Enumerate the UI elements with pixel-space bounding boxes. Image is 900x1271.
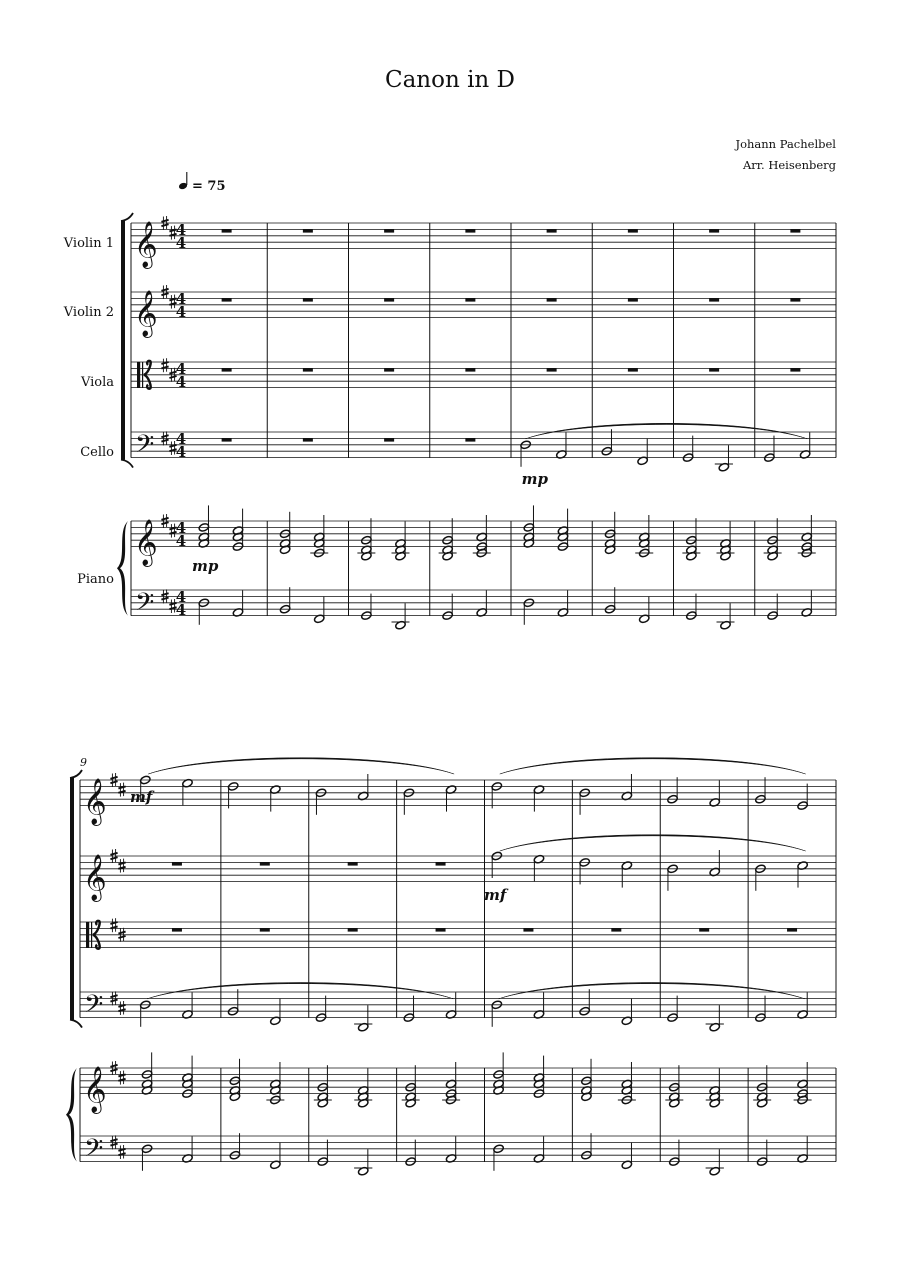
tempo-marking	[178, 172, 225, 194]
sharp-stroke	[161, 518, 168, 520]
staff-group-bracket	[70, 778, 74, 1020]
staff-lines	[80, 1068, 836, 1094]
piano-part	[192, 505, 816, 630]
sharp-stroke	[110, 857, 117, 859]
half-note	[270, 785, 282, 812]
half-note	[794, 1062, 812, 1105]
half-note	[520, 440, 532, 467]
slur	[500, 758, 806, 774]
half-note	[755, 996, 767, 1023]
staff-lines	[131, 362, 836, 388]
half-note	[621, 999, 633, 1026]
time-signature-denominator: 4	[175, 234, 187, 252]
staff-lines	[131, 223, 836, 249]
half-note	[403, 996, 415, 1023]
half-note	[667, 864, 679, 891]
half-note	[476, 590, 488, 617]
alto-clef-bar	[137, 362, 140, 388]
half-note	[669, 1140, 681, 1167]
system	[63, 213, 836, 630]
half-note	[198, 505, 210, 548]
sharp-stroke	[110, 1139, 117, 1141]
half-note	[270, 1143, 282, 1170]
staff-lines	[80, 780, 836, 806]
slur	[499, 982, 805, 998]
half-note	[279, 512, 291, 555]
half-note	[579, 858, 591, 885]
treble-clef-icon: 𝄞	[134, 221, 158, 268]
half-note	[797, 1136, 809, 1163]
half-note	[442, 1062, 460, 1105]
half-note	[581, 1133, 593, 1160]
bass-clef-icon: 𝄢	[135, 587, 155, 623]
whole-rest	[787, 928, 797, 931]
half-note	[315, 996, 327, 1023]
time-signature	[176, 221, 186, 252]
half-note	[445, 785, 457, 812]
treble-clef-icon: 𝄞	[83, 854, 107, 901]
instrument-name-viola: Viola	[80, 375, 114, 390]
bracket-end	[70, 1020, 82, 1028]
whole-rest	[699, 928, 709, 931]
sharp-stroke	[110, 1065, 117, 1067]
slur	[526, 423, 808, 439]
sharp-icon	[110, 918, 117, 932]
slur	[147, 982, 453, 998]
whole-rest	[222, 229, 232, 232]
time-signature-denominator: 4	[175, 443, 187, 461]
sharp-stroke	[110, 1069, 117, 1071]
half-note	[314, 1065, 332, 1108]
time-signature-denominator: 4	[175, 373, 187, 391]
whole-rest	[303, 438, 313, 441]
cello-line	[140, 982, 809, 1032]
bracket-end	[121, 460, 133, 468]
sharp-stroke	[118, 936, 125, 938]
half-note	[682, 518, 700, 561]
half-note	[621, 1143, 633, 1170]
dynamic-marking: mf	[484, 886, 507, 904]
bass-clef-icon: 𝄢	[84, 1133, 104, 1169]
half-note	[581, 1059, 593, 1102]
half-note	[709, 780, 721, 807]
half-note	[232, 509, 244, 552]
treble-clef-icon: 𝄞	[83, 1066, 107, 1113]
half-note	[140, 1000, 152, 1027]
score-title: Canon in D	[384, 67, 516, 93]
half-note	[279, 587, 291, 614]
half-note	[755, 864, 767, 891]
alto-clef-bar	[142, 362, 143, 388]
half-note	[717, 603, 735, 630]
sharp-stroke	[161, 224, 168, 226]
sharp-stroke	[110, 1144, 117, 1146]
sharp-icon	[118, 783, 125, 797]
half-note	[797, 992, 809, 1019]
sharp-stroke	[110, 777, 117, 779]
half-note	[442, 594, 454, 621]
half-note	[533, 854, 545, 881]
half-note	[604, 587, 616, 614]
whole-rest	[465, 229, 475, 232]
dynamic-marking: mp	[521, 470, 548, 488]
dynamic-marking: mf	[130, 788, 153, 806]
whole-rest	[628, 298, 638, 301]
time-signature-numerator: 4	[175, 360, 187, 379]
whole-rest	[384, 438, 394, 441]
half-note	[682, 436, 694, 463]
bracket-end	[121, 213, 133, 221]
alto-clef-curve	[144, 375, 151, 389]
half-note	[755, 777, 767, 804]
half-note	[523, 598, 535, 625]
half-note	[557, 509, 569, 552]
time-signature-numerator: 4	[175, 290, 187, 309]
staff-group-bracket	[121, 221, 125, 460]
half-note	[182, 992, 194, 1019]
whole-rest	[303, 298, 313, 301]
staff-lines	[80, 922, 836, 948]
sharp-stroke	[110, 1000, 117, 1002]
whole-rest	[465, 368, 475, 371]
half-note	[229, 1059, 241, 1102]
whole-rest	[222, 438, 232, 441]
treble-clef-icon: 𝄞	[134, 519, 158, 566]
whole-rest	[384, 298, 394, 301]
half-note	[315, 788, 327, 815]
sharp-icon	[161, 358, 168, 372]
sharp-stroke	[118, 932, 125, 934]
time-signature-denominator: 4	[175, 532, 187, 550]
half-note	[405, 1140, 417, 1167]
time-signature	[176, 430, 186, 461]
sharp-stroke	[161, 593, 168, 595]
half-note	[491, 1000, 503, 1027]
whole-rest	[436, 862, 446, 865]
instrument-name-violin2: Violin 2	[63, 305, 114, 320]
half-note	[715, 445, 733, 472]
half-note	[229, 1133, 241, 1160]
half-note	[798, 515, 816, 558]
half-note	[533, 1136, 545, 1163]
half-note	[604, 512, 616, 555]
half-note	[357, 774, 369, 801]
sharp-icon	[118, 859, 125, 873]
treble-clef-icon: 𝄞	[83, 778, 107, 825]
half-note	[556, 432, 568, 459]
whole-rest	[172, 928, 182, 931]
half-note	[182, 778, 194, 805]
whole-rest	[222, 298, 232, 301]
half-note	[310, 515, 328, 558]
half-note	[797, 784, 809, 811]
half-note	[227, 782, 239, 809]
whole-rest	[790, 298, 800, 301]
whole-rest	[384, 229, 394, 232]
instrument-name-cello: Cello	[80, 445, 114, 460]
half-note	[227, 989, 239, 1016]
slur	[148, 758, 454, 774]
half-note	[493, 1052, 505, 1095]
system	[66, 756, 836, 1176]
whole-rest	[547, 368, 557, 371]
composer-credit: Johann Pachelbel	[735, 137, 836, 151]
whole-rest	[303, 368, 313, 371]
time-signature-numerator: 4	[175, 519, 187, 538]
half-note	[491, 851, 503, 878]
whole-rest	[790, 229, 800, 232]
sharp-stroke	[161, 598, 168, 600]
time-signature	[176, 588, 186, 619]
sharp-icon	[118, 1071, 125, 1085]
half-note	[533, 992, 545, 1019]
whole-rest	[465, 438, 475, 441]
whole-rest	[547, 229, 557, 232]
sharp-stroke	[161, 293, 168, 295]
sharp-icon	[118, 1145, 125, 1159]
time-signature	[176, 519, 186, 550]
instrument-name-piano: Piano	[77, 572, 114, 587]
half-note	[621, 861, 633, 888]
half-note	[232, 590, 244, 617]
whole-rest	[348, 862, 358, 865]
half-note	[182, 1136, 194, 1163]
time-signature-numerator: 4	[175, 588, 187, 607]
half-note	[618, 1062, 636, 1105]
half-note	[579, 989, 591, 1016]
alto-clef-curve	[93, 921, 100, 935]
sharp-stroke	[161, 220, 168, 222]
half-note	[445, 1136, 457, 1163]
tempo-text: = 75	[192, 179, 226, 194]
half-note	[141, 1052, 153, 1095]
half-note	[601, 429, 613, 456]
alto-clef-curve	[144, 361, 151, 375]
half-note	[313, 597, 325, 624]
staff-lines	[131, 292, 836, 318]
half-note	[764, 436, 776, 463]
half-note	[141, 1144, 153, 1171]
time-signature-numerator: 4	[175, 430, 187, 449]
half-note	[317, 1140, 329, 1167]
whole-rest	[348, 928, 358, 931]
violin2-line	[172, 835, 808, 904]
half-note	[799, 432, 811, 459]
half-note	[491, 782, 503, 809]
whole-rest	[628, 368, 638, 371]
whole-rest	[260, 928, 270, 931]
half-note	[182, 1056, 194, 1099]
measure-number: 9	[80, 756, 87, 769]
whole-rest	[709, 298, 719, 301]
time-signature	[176, 360, 186, 391]
sharp-stroke	[110, 781, 117, 783]
half-note	[533, 785, 545, 812]
sharp-stroke	[161, 435, 168, 437]
music-notation	[63, 213, 836, 1176]
half-note	[445, 992, 457, 1019]
half-note	[706, 1149, 724, 1176]
whole-rest	[547, 298, 557, 301]
half-note	[709, 850, 721, 877]
time-signature-denominator: 4	[175, 303, 187, 321]
bass-clef-icon: 𝄢	[84, 989, 104, 1025]
alto-clef-curve	[93, 935, 100, 949]
whole-rest	[465, 298, 475, 301]
sharp-icon	[118, 1001, 125, 1015]
half-note	[706, 1005, 724, 1032]
treble-clef-icon: 𝄞	[134, 290, 158, 337]
time-signature	[176, 290, 186, 321]
half-note	[621, 774, 633, 801]
staff-lines	[131, 432, 836, 458]
bracket-end	[70, 770, 82, 778]
whole-rest	[260, 862, 270, 865]
whole-rest	[790, 368, 800, 371]
whole-rest	[523, 928, 533, 931]
slur	[500, 835, 806, 851]
half-note	[357, 518, 375, 561]
half-note	[579, 788, 591, 815]
piano-brace	[117, 521, 128, 616]
half-note	[523, 505, 535, 548]
half-note	[637, 439, 649, 466]
piano-brace	[66, 1068, 77, 1162]
whole-rest	[172, 862, 182, 865]
half-note	[753, 1065, 771, 1108]
half-note	[439, 518, 457, 561]
whole-rest	[628, 229, 638, 232]
half-note	[270, 999, 282, 1026]
whole-rest	[709, 229, 719, 232]
half-note	[667, 777, 679, 804]
cello-line	[520, 423, 811, 488]
half-note	[403, 788, 415, 815]
half-note	[266, 1062, 284, 1105]
piano-part	[141, 1052, 811, 1176]
half-note	[493, 1144, 505, 1171]
half-note	[354, 1149, 372, 1176]
time-signature-numerator: 4	[175, 221, 187, 240]
whole-rest	[222, 368, 232, 371]
half-note	[801, 590, 813, 617]
whole-rest	[611, 928, 621, 931]
half-note	[473, 515, 491, 558]
half-note	[756, 1140, 768, 1167]
half-note	[797, 861, 809, 888]
bass-clef-icon: 𝄢	[135, 429, 155, 465]
half-note	[767, 594, 779, 621]
half-note	[533, 1056, 545, 1099]
half-note	[354, 1005, 372, 1032]
time-signature-denominator: 4	[175, 601, 187, 619]
half-note	[557, 590, 569, 617]
staff-lines	[80, 1136, 836, 1162]
quarter-note-icon	[178, 172, 188, 190]
half-note	[402, 1065, 420, 1108]
staff-lines	[80, 856, 836, 882]
sharp-stroke	[161, 522, 168, 524]
sharp-stroke	[161, 289, 168, 291]
alto-clef-bar	[86, 922, 89, 948]
staff-lines	[80, 992, 836, 1018]
sharp-stroke	[110, 853, 117, 855]
dynamic-marking: mp	[192, 557, 219, 575]
half-note	[686, 594, 698, 621]
alto-clef-bar	[91, 922, 92, 948]
half-note	[764, 518, 782, 561]
whole-rest	[303, 229, 313, 232]
half-note	[635, 515, 653, 558]
whole-rest	[436, 928, 446, 931]
half-note	[361, 594, 373, 621]
whole-rest	[709, 368, 719, 371]
arranger-credit: Arr. Heisenberg	[743, 158, 836, 172]
half-note	[638, 597, 650, 624]
instrument-name-violin1: Violin 1	[63, 236, 114, 251]
half-note	[198, 598, 210, 625]
sharp-stroke	[110, 995, 117, 997]
half-note	[392, 603, 410, 630]
whole-rest	[384, 368, 394, 371]
sharp-stroke	[161, 440, 168, 442]
half-note	[665, 1065, 683, 1108]
half-note	[667, 996, 679, 1023]
